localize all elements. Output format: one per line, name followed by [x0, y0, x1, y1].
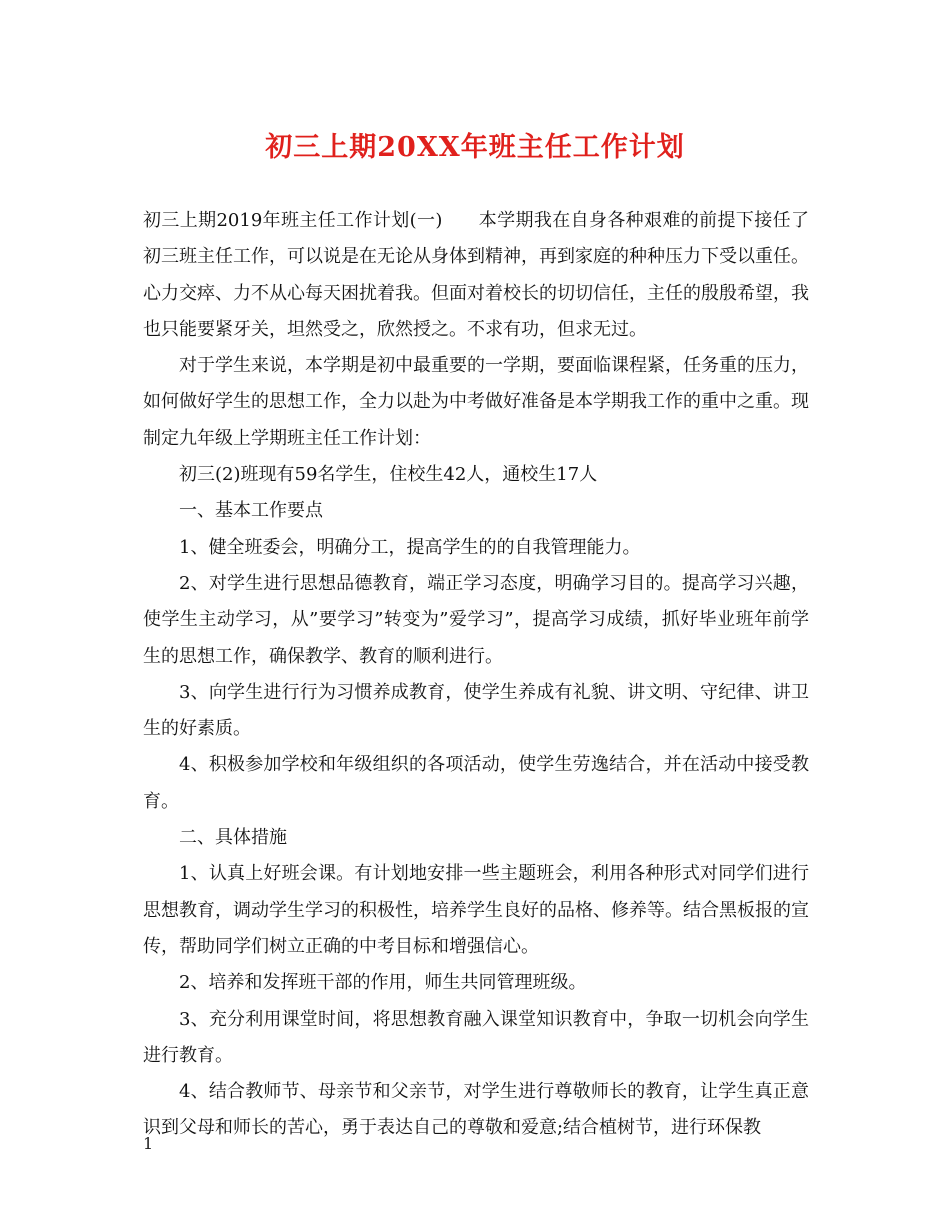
intro-paragraph: [143, 203, 809, 348]
document-title: 初三上期20XX年班主任工作计划: [265, 132, 685, 163]
paragraph: 2、培养和发挥班干部的作用，师生共同管理班级。: [179, 972, 587, 994]
intro-label: 初三上期2019年班主任工作计划(一): [143, 210, 443, 231]
page-number: 1: [143, 1134, 154, 1153]
paragraph: 2、对学生进行思想品德教育，端正学习态度，明确学习目的。提高学习兴趣，使学生主动学习，从”要学习”转变为”爱学习”，提高学习成绩，抓好毕业班年前学生的思想工作，确保教学、教育的顺利进行。: [143, 572, 809, 667]
section-heading: 二、具体措施: [179, 827, 287, 849]
paragraph: 对于学生来说，本学期是初中最重要的一学期，要面临课程紧，任务重的压力，如何做好学生的思想工作，全力以赴为中考做好准备是本学期我工作的重中之重。现制定九年级上学期班主任工作计划：: [143, 355, 809, 449]
paragraph: 1、健全班委会，明确分工，提高学生的的自我管理能力。: [179, 536, 641, 558]
document-body: [143, 203, 809, 1147]
paragraph: 4、结合教师节、母亲节和父亲节，对学生进行尊敬师长的教育，让学生真正意识到父母和师长的苦心，勇于表达自己的尊敬和爱意;结合植树节，进行环保教: [143, 1081, 809, 1139]
paragraph: 1、认真上好班会课。有计划地安排一些主题班会，利用各种形式对同学们进行思想教育，调动学生学习的积极性，培养学生良好的品格、修养等。结合黑板报的宣传，帮助同学们树立正确的中考目标和增强信心。: [143, 863, 809, 957]
intro-text: 本学期我在自身各种艰难的前提下接任了初三班主任工作，可以说是在无论从身体到精神，再到家庭的种种压力下受以重任。心力交瘁、力不从心每天困扰着我。但面对着校长的切切信任，主任的殷殷希望，我也只能要紧牙关，坦然受之，欣然授之。不求有功，但求无过。: [143, 210, 809, 340]
paragraph: 3、充分利用课堂时间，将思想教育融入课堂知识教育中，争取一切机会向学生进行教育。: [143, 1008, 809, 1066]
paragraph: 初三(2)班现有59名学生，住校生42人，通校生17人: [179, 464, 598, 486]
paragraph: 3、向学生进行行为习惯养成教育，使学生养成有礼貌、讲文明、守纪律、讲卫生的好素质。: [143, 681, 809, 740]
paragraph: 4、积极参加学校和年级组织的各项活动，使学生劳逸结合，并在活动中接受教育。: [143, 754, 809, 812]
section-heading: 一、基本工作要点: [179, 500, 323, 522]
